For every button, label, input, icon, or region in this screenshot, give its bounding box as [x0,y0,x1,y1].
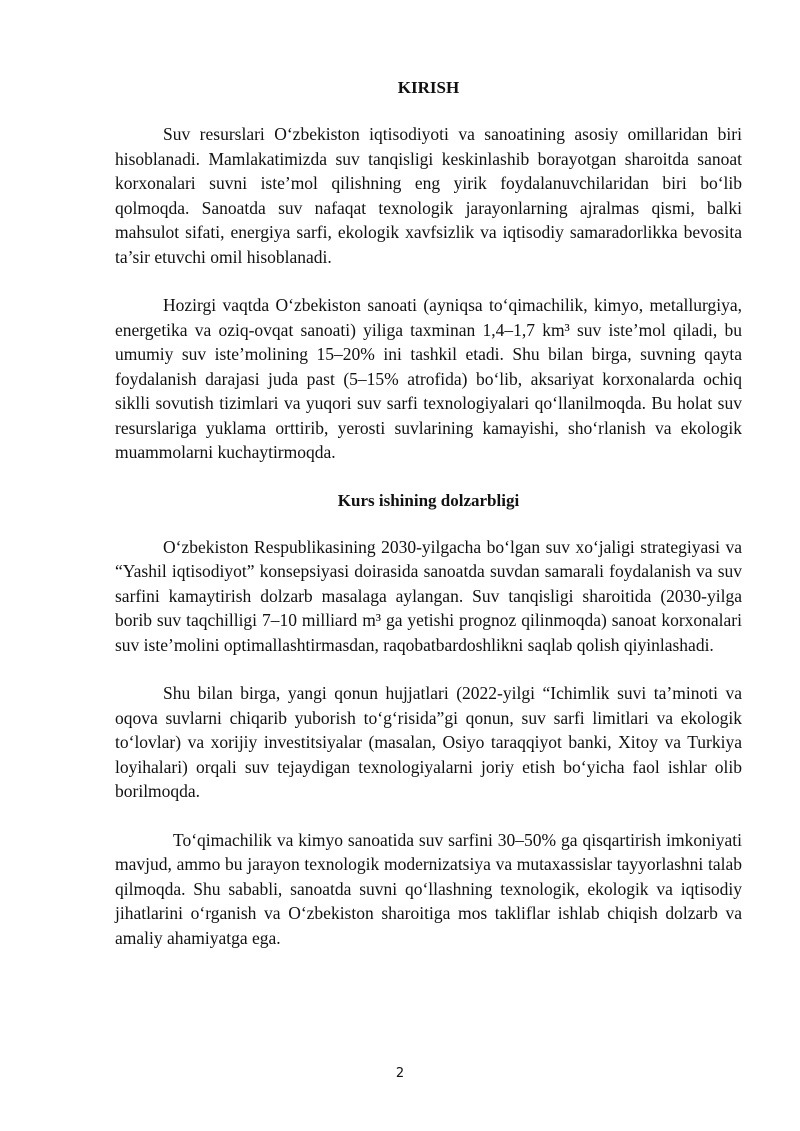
intro-paragraph-2: Hozirgi vaqtda O‘zbekiston sanoati (ayniqsa to‘qimachilik, kimyo, metallurgiya, energetika va oziq-ovqat sanoati) yiliga taxminan 1,4–1,7 km³ suv iste’mol qiladi, bu umumiy suv iste’molining 15–20% ini tashkil etadi. Shu bilan birga, suvning qayta foydalanish darajasi juda past (5–15% atrofida) bo‘lib, aksariyat korxonalarda ochiq siklli sovutish tizimlari va yuqori suv sarfi texnologiyalari qo‘llanilmoqda. Bu holat suv resurslariga yuklama orttirib, yerosti suvlarining kamayishi, sho‘rlanish va ekologik muammolarni kuchaytirmoqda. [115,295,742,462]
relevance-paragraph-2: Shu bilan birga, yangi qonun hujjatlari (2022-yilgi “Ichimlik suvi ta’minoti va oqova suvlarni chiqarib yuborish to‘g‘risida”gi qonun, suv sarfi limitlari va ekologik to‘lovlar) va xorijiy investitsiyalar (masalan, Osiyo taraqqiyot banki, Xitoy va Turkiya loyihalari) orqali suv tejaydigan texnologiyalarni joriy etish bo‘yicha faol ishlar olib borilmoqda. [115,683,742,801]
relevance-paragraph-3: To‘qimachilik va kimyo sanoatida suv sarfini 30–50% ga qisqartirish imkoniyati mavjud, ammo bu jarayon texnologik modernizatsiya va mutaxassislar tayyorlashni talab qilmoqda. Shu sababli, sanoatda suvni qo‘llashning texnologik, ekologik va iqtisodiy jihatlarini o‘rganish va O‘zbekiston sharoitiga mos takliflar ishlab chiqish dolzarb va amaliy ahamiyatga ega. [115,829,742,948]
page-number: 2 [395,1066,405,1081]
intro-paragraph-1: Suv resurslari O‘zbekiston iqtisodiyoti va sanoatining asosiy omillaridan biri hisoblanadi. Mamlakatimizda suv tanqisligi keskinlashib borayotgan sharoitda sanoat korxonalari suvni iste’mol qilishning eng yirik foydalanuvchilaridan biri bo‘lib qolmoqda. Sanoatda suv nafaqat texnologik jarayonlarning ajralmas qismi, balki mahsulot sifati, energiya sarfi, ekologik xavfsizlik va iqtisodiy samaradorlikka bevosita ta’sir etuvchi omil hisoblanadi. [115,124,742,267]
subsection-title: Kurs ishining dolzarbligi [337,490,520,510]
section-title: KIRISH [397,78,460,97]
relevance-paragraph-1: O‘zbekiston Respublikasining 2030-yilgacha bo‘lgan suv xo‘jaligi strategiyasi va “Yashil iqtisodiyot” konsepsiyasi doirasida sanoatda suvdan samarali foydalanish va suv sarfini kamaytirish dolzarb masalaga aylangan. Suv tanqisligi sharoitida (2030-yilga borib suv taqchilligi 7–10 milliard m³ ga yetishi prognoz qilinmoqda) sanoat korxonalari suv iste’molini optimallashtirmasdan, raqobatbardoshlikni saqlab qolish qiyinlashadi. [115,536,742,655]
